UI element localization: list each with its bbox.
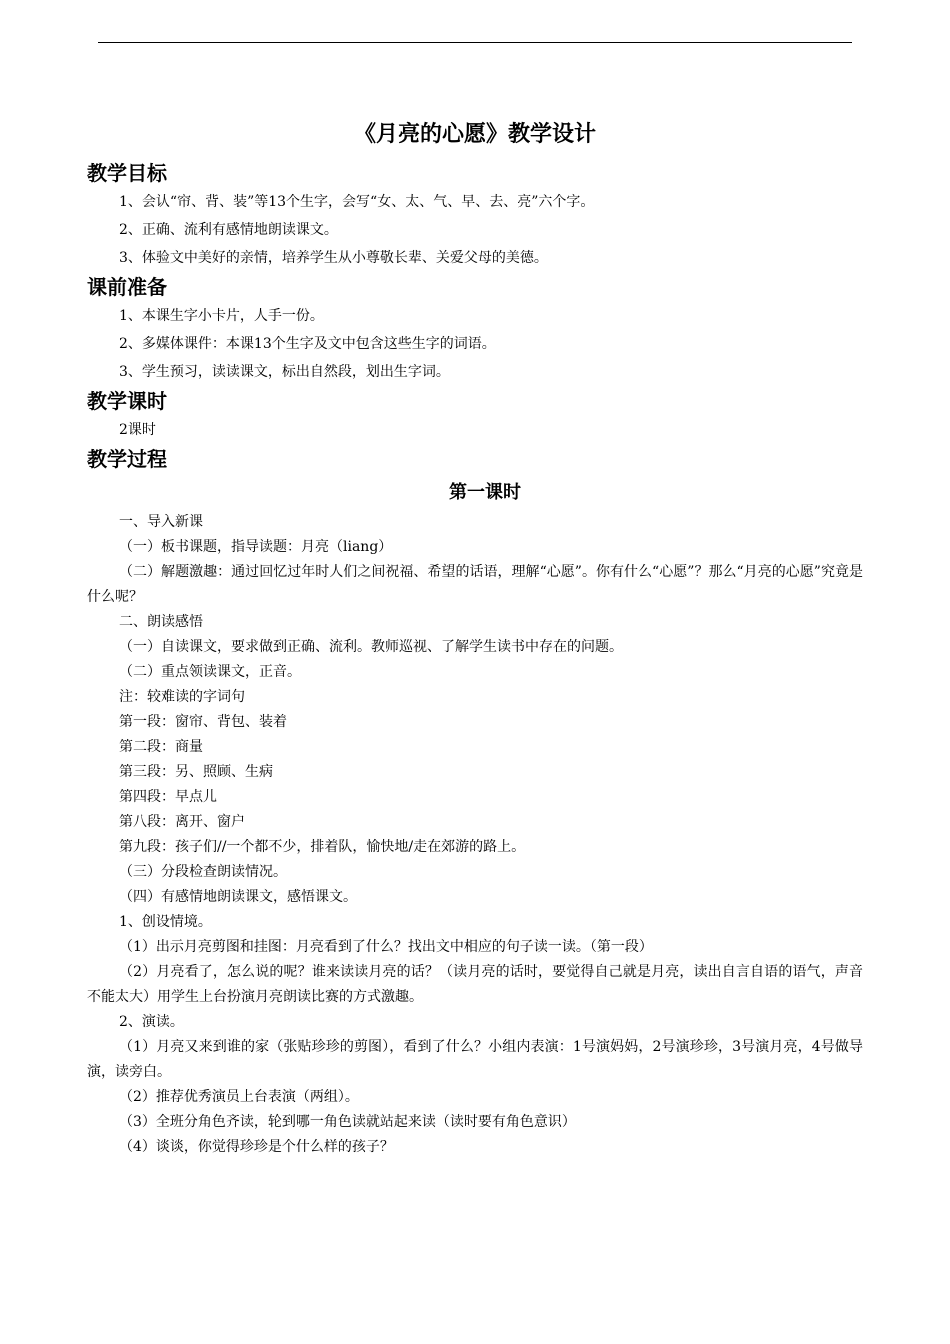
process-line: 一、导入新课	[119, 514, 203, 530]
document-body	[87, 120, 863, 1160]
process-line: （1）出示月亮剪图和挂图：月亮看到了什么？找出文中相应的句子读一读。（第一段）	[119, 939, 653, 955]
process-line: （4）谈谈，你觉得珍珍是个什么样的孩子？	[119, 1139, 394, 1155]
process-line: 第三段：另、照顾、生病	[119, 764, 273, 780]
process-line: 第四段：早点儿	[119, 789, 217, 805]
goal-item: 2、正确、流利有感情地朗读课文。	[119, 222, 338, 238]
process-line: （一）自读课文，要求做到正确、流利。教师巡视、了解学生读书中存在的问题。	[119, 639, 623, 655]
process-paragraph: （1）月亮又来到谁的家（张贴珍珍的剪图），看到了什么？小组内表演：1号演妈妈，2号演珍珍，3号演月亮，4号做导演，读旁白。	[87, 1039, 863, 1080]
process-line: 第二段：商量	[119, 739, 203, 755]
process-line: 第一段：窗帘、背包、装着	[119, 714, 287, 730]
prep-item: 1、本课生字小卡片，人手一份。	[119, 308, 324, 324]
section-heading-prep: 课前准备	[87, 275, 167, 299]
goal-item: 1、会认“帘、背、装”等13个生字，会写“女、太、气、早、去、亮”六个字。	[119, 194, 595, 210]
process-line: （二）重点领读课文，正音。	[119, 664, 301, 680]
process-line: （四）有感情地朗读课文，感悟课文。	[119, 889, 357, 905]
process-line: （3）全班分角色齐读，轮到哪一角色读就站起来读（读时要有角色意识）	[119, 1114, 576, 1130]
section-heading-process: 教学过程	[87, 447, 167, 471]
process-paragraph: （2）月亮看了，怎么说的呢？谁来读读月亮的话？（读月亮的话时，要觉得自己就是月亮，读出自言自语的语气，声音不能太大）用学生上台扮演月亮朗读比赛的方式激趣。	[87, 964, 863, 1005]
goal-item: 3、体验文中美好的亲情，培养学生从小尊敬长辈、关爱父母的美德。	[119, 250, 548, 266]
process-line: 2、演读。	[119, 1014, 184, 1030]
process-line: 1、创设情境。	[119, 914, 212, 930]
hours-text: 2课时	[119, 422, 156, 438]
process-line: 二、朗读感悟	[119, 614, 203, 630]
process-paragraph: （二）解题激趣：通过回忆过年时人们之间祝福、希望的话语，理解“心愿”。你有什么“心愿”？那么“月亮的心愿”究竟是什么呢？	[87, 564, 863, 605]
process-line: （一）板书课题，指导读题：月亮（liang）	[119, 539, 393, 555]
process-line: 第九段：孩子们//一个都不少，排着队，愉快地/走在郊游的路上。	[119, 839, 526, 855]
section-heading-hours: 教学课时	[87, 389, 167, 413]
process-line: （三）分段检查朗读情况。	[119, 864, 287, 880]
process-line: 第八段：离开、窗户	[119, 814, 245, 830]
prep-item: 3、学生预习，读读课文，标出自然段，划出生字词。	[119, 364, 450, 380]
section-heading-goals: 教学目标	[87, 161, 167, 185]
process-line: 注：较难读的字词句	[119, 689, 245, 705]
document-title: 《月亮的心愿》教学设计	[353, 122, 596, 147]
prep-item: 2、多媒体课件：本课13个生字及文中包含这些生字的词语。	[119, 336, 496, 352]
process-line: （2）推荐优秀演员上台表演（两组）。	[119, 1089, 359, 1105]
header-rule	[98, 42, 852, 43]
lesson-title: 第一课时	[449, 482, 521, 503]
